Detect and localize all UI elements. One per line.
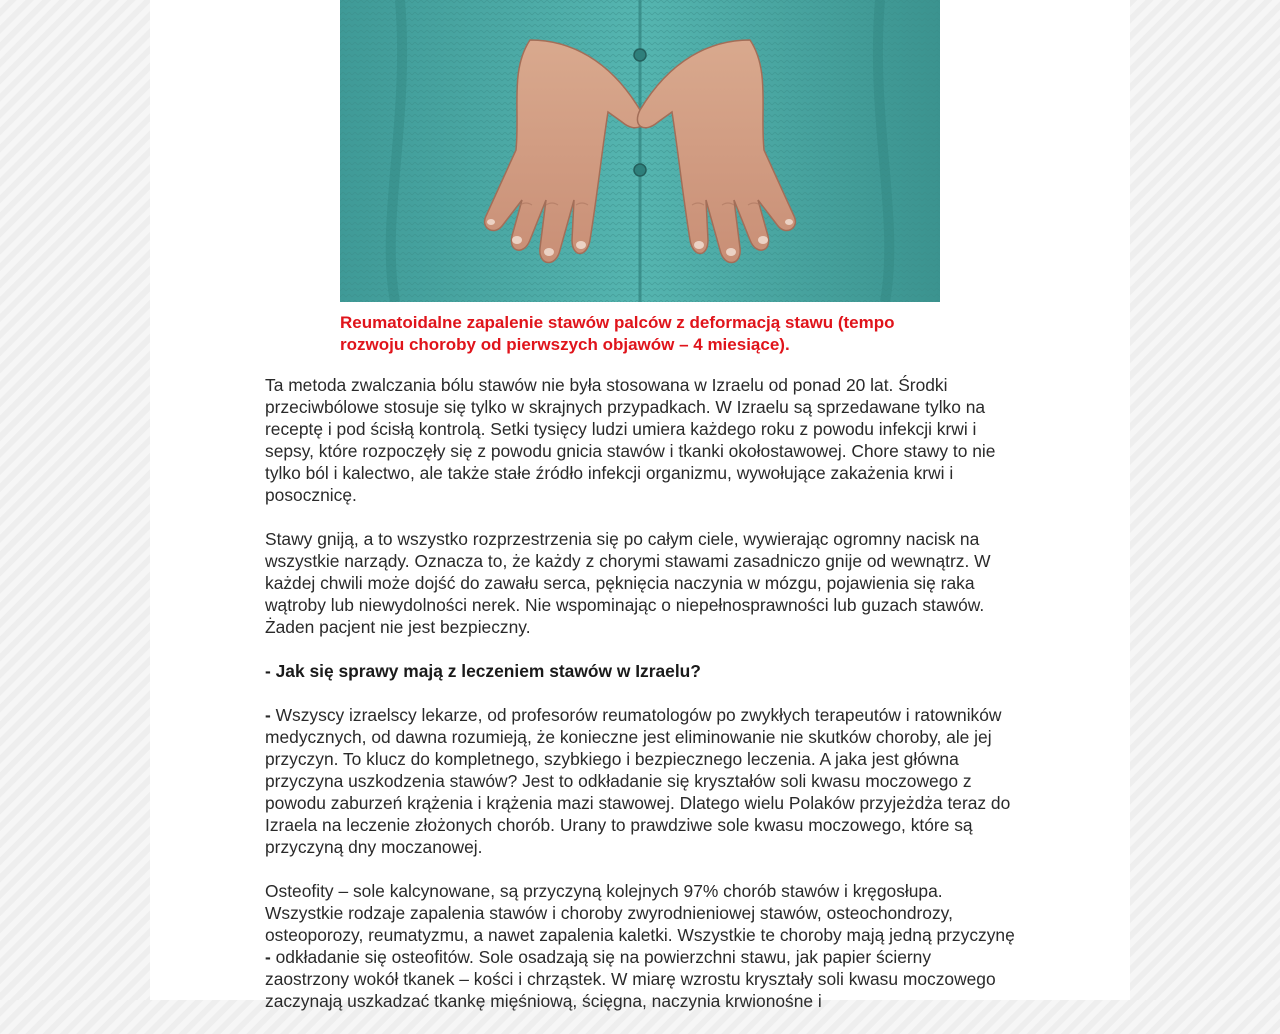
- answer-dash: -: [265, 705, 271, 725]
- article-body: [265, 374, 1017, 1034]
- article-paragraph: Ta metoda zwalczania bólu stawów nie była stosowana w Izraelu od ponad 20 lat. Środki przeciwbólowe stosuje się tylko w skrajnych przypadkach. W Izraelu są sprzedawane tylko na receptę i pod ścisłą kontrolą. Setki tysięcy ludzi umiera każdego roku z powodu infekcji krwi i sepsy, które rozpoczęły się z powodu gnicia stawów i tkanki okołostawowej. Chore stawy to nie tylko ból i kalectwo, ale także stałe źródło infekcji organizmu, wywołujące zakażenia krwi i posocznicę.: [265, 375, 996, 505]
- paragraph-text: odkładanie się osteofitów. Sole osadzają się na powierzchni stawu, jak papier ścierny zaostrzony wokół tkanek – kości i chrząstek. W miarę wzrostu kryształy soli kwasu moczowego zaczynają uszkadzać tkankę mięśniową, ścięgna, naczynia krwionośne i: [265, 947, 996, 1011]
- article-question: - Jak się sprawy mają z leczeniem stawów w Izraelu?: [265, 661, 701, 681]
- article-paragraph: [265, 880, 1017, 1012]
- answer-text: Wszyscy izraelscy lekarze, od profesorów reumatologów po zwykłych terapeutów i ratowników medycznych, od dawna rozumieją, że konieczne jest eliminowanie nie skutków choroby, ale jej przyczyn. To klucz do kompletnego, szybkiego i bezpiecznego leczenia. A jaka jest główna przyczyna uszkodzenia stawów? Jest to odkładanie się kryształów soli kwasu moczowego z powodu zaburzeń krążenia i krążenia mazi stawowej. Dlatego wielu Polaków przyjeżdża teraz do Izraela na leczenie złożonych chorób. Urany to prawdziwe sole kwasu moczowego, które są przyczyną dny moczanowej.: [265, 705, 1011, 857]
- article-page: [150, 0, 1130, 1011]
- article-paragraph: Stawy gniją, a to wszystko rozprzestrzenia się po całym ciele, wywierając ogromny nacisk na wszystkie narządy. Oznacza to, że każdy z chorymi stawami zasadniczo gnije od wewnątrz. W każdej chwili może dojść do zawału serca, pęknięcia naczynia w mózgu, pojawienia się raka wątroby lub niewydolności nerek. Nie wspominając o niepełnosprawności lub guzach stawów. Żaden pacjent nie jest bezpieczny.: [265, 529, 991, 637]
- article-answer: [265, 704, 1017, 858]
- paragraph-text: Osteofity – sole kalcynowane, są przyczyną kolejnych 97% chorób stawów i kręgosłupa. Wszystkie rodzaje zapalenia stawów i choroby zwyrodnieniowej stawów, osteochondrozy, osteoporozy, reumatyzmu, a nawet zapalenia kaletki. Wszystkie te choroby mają jedną przyczynę: [265, 881, 1015, 945]
- arthritic-hands-photo: [340, 0, 940, 302]
- photo-caption: Reumatoidalne zapalenie stawów palców z deformacją stawu (tempo rozwoju choroby od pierwszych objawów – 4 miesiące).: [340, 313, 895, 354]
- paragraph-dash: -: [265, 947, 271, 967]
